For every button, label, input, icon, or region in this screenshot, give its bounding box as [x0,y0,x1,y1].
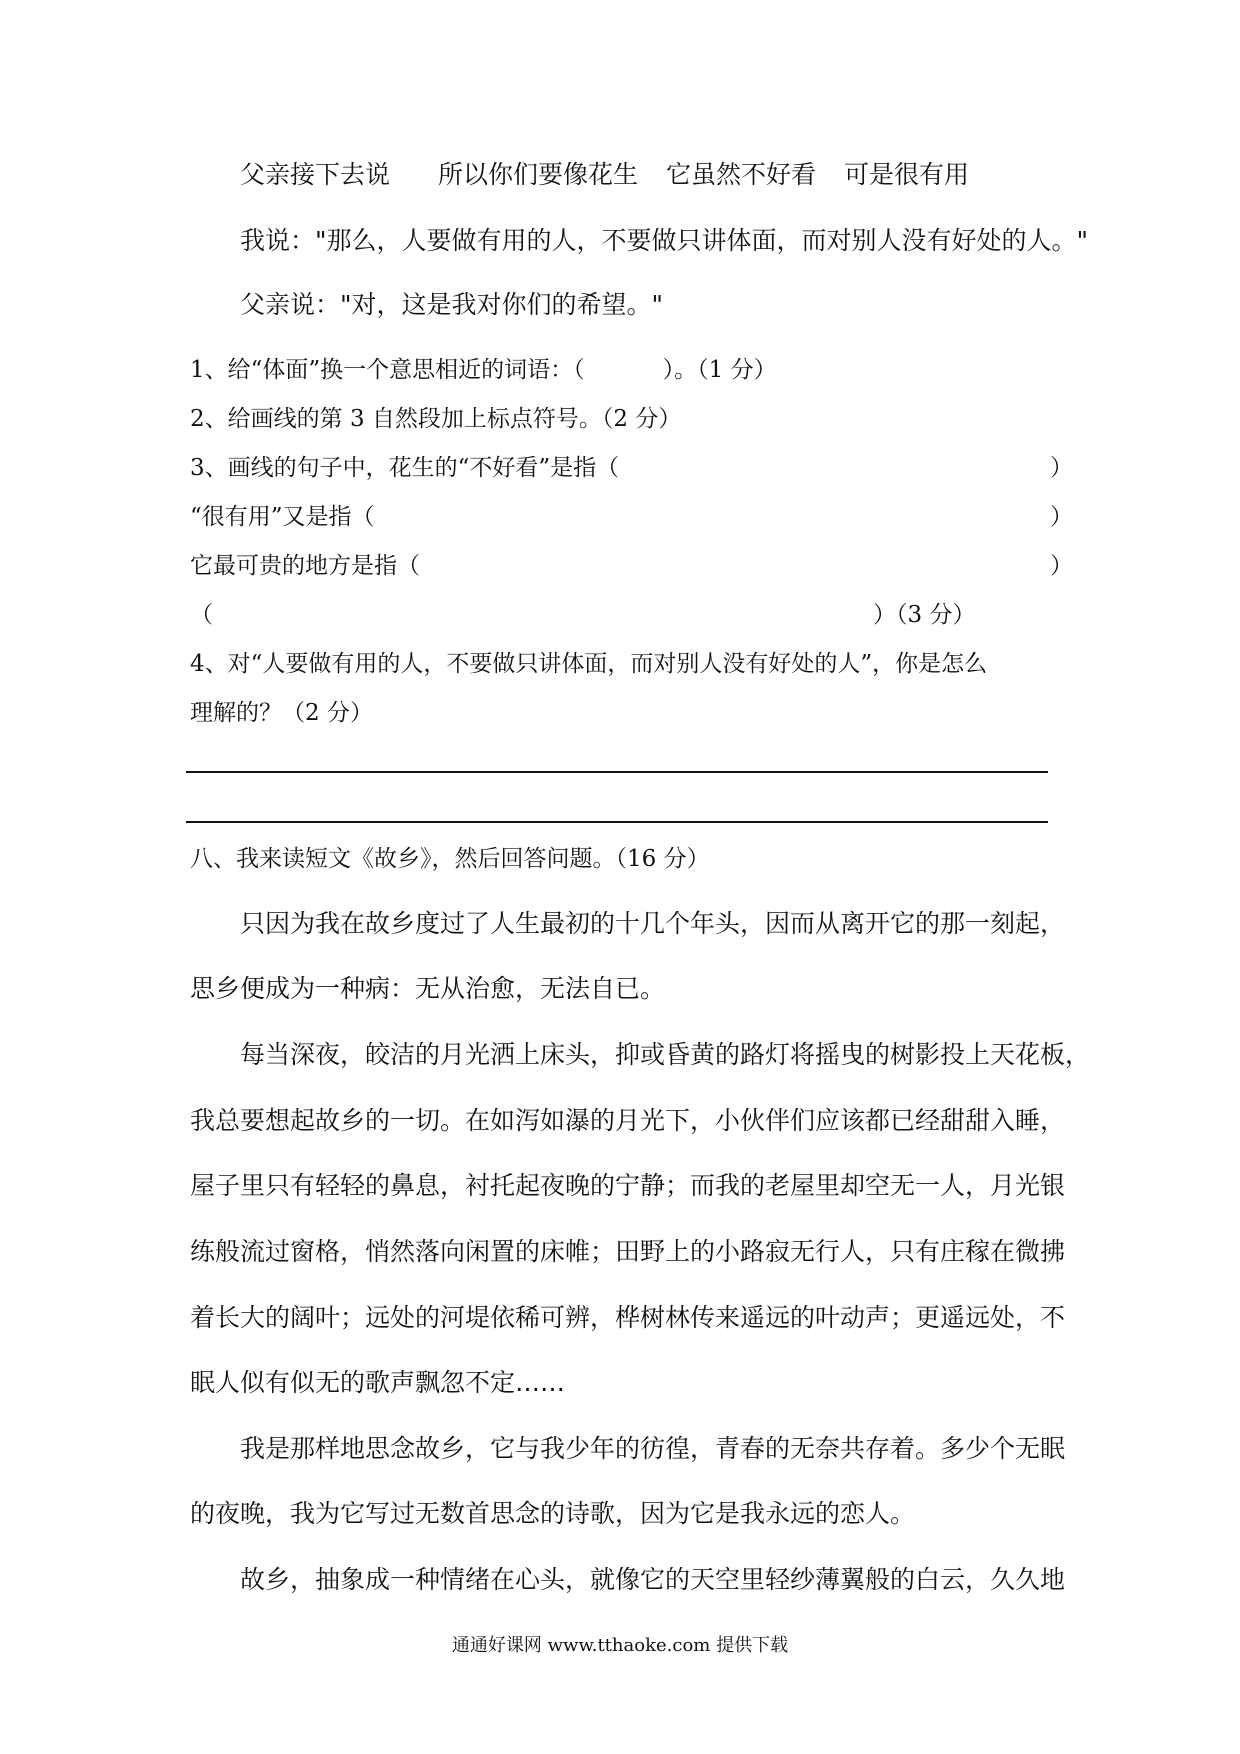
passage-line-2: 我说："那么，人要做有用的人，不要做只讲体面，而对别人没有好处的人。" [240,226,1089,255]
question-3-line-1-close: ） [1050,455,1073,481]
passage-line-1-part1: 父亲接下去说 [240,160,391,189]
passage-line-1 [240,162,969,187]
article-line: 屋子里只有轻轻的鼻息，衬托起夜晚的宁静；而我的老屋里却空无一人，月光银 [190,1171,1066,1200]
page-footer: 通通好课网 www.tthaoke.com 提供下载 [451,1635,789,1656]
question-1-text: 1、给“体面”换一个意思相近的词语：（ [190,357,585,383]
question-1-score: ）。（1 分） [662,357,777,383]
article-line: 练般流过窗格，悄然落向闲置的床帷；田野上的小路寂无行人，只有庄稼在微拂 [190,1237,1066,1266]
question-3-line-4-open: （ [190,602,213,628]
passage-line-1-part3: 它虽然不好看 [666,160,817,189]
question-3-line-3: 它最可贵的地方是指（ [190,553,420,579]
passage-line-1-part4: 可是很有用 [844,160,970,189]
section-8-heading: 八、我来读短文《故乡》，然后回答问题。（16 分） [190,846,710,872]
question-3-line-4 [190,604,975,627]
article-line: 只因为我在故乡度过了人生最初的十几个年头，因而从离开它的那一刻起， [240,909,1066,938]
question-3-line-4-score: ）（3 分） [873,602,976,628]
answer-line-2[interactable] [186,821,1048,823]
article-line: 每当深夜，皎洁的月光洒上床头，抑或昏黄的路灯将摇曳的树影投上天花板， [240,1040,1091,1069]
question-4-line-1: 4、对“人要做有用的人，不要做只讲体面，而对别人没有好处的人”，你是怎么 [190,651,988,677]
article-line: 故乡，抽象成一种情绪在心头，就像它的天空里轻纱薄翼般的白云，久久地 [240,1565,1066,1594]
question-2: 2、给画线的第 3 自然段加上标点符号。（2 分） [190,406,682,432]
question-3-line-2: “很有用”又是指（ [190,504,375,530]
passage-line-1-part2: 所以你们要像花生 [438,160,639,189]
answer-line-1[interactable] [186,771,1048,773]
article-line: 思乡便成为一种病：无从治愈，无法自已。 [190,974,666,1003]
question-3-line-1: 3、画线的句子中，花生的“不好看”是指（ [190,455,620,481]
article-line: 我是那样地思念故乡，它与我少年的彷徨，青春的无奈共存着。多少个无眠 [240,1434,1066,1463]
question-3-line-3-close: ） [1050,553,1073,579]
question-4-line-2: 理解的？（2 分） [190,700,373,726]
article-line: 眠人似有似无的歌声飘忽不定…… [190,1368,566,1397]
question-1 [190,359,777,382]
article-line: 我总要想起故乡的一切。在如泻如瀑的月光下，小伙伴们应该都已经甜甜入睡， [190,1106,1066,1135]
article-line: 着长大的阔叶；远处的河堤依稀可辨，桦树林传来遥远的叶动声；更遥远处，不 [190,1303,1066,1332]
question-3-line-2-close: ） [1050,504,1073,530]
article-line: 的夜晚，我为它写过无数首思念的诗歌，因为它是我永远的恋人。 [190,1499,916,1528]
passage-line-3: 父亲说："对，这是我对你们的希望。" [240,290,663,319]
